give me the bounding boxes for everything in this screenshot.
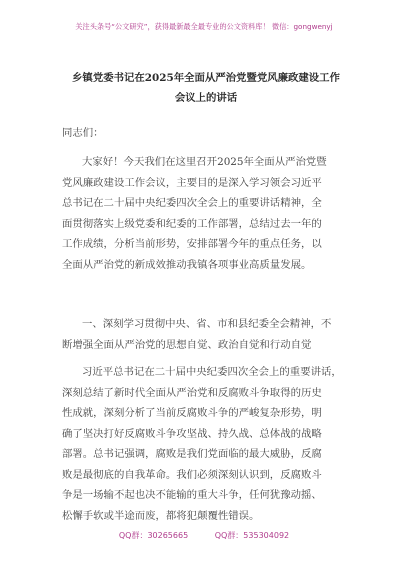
paragraph-line: 党风廉政建设工作会议，主要目的是深入学习领会习近平: [62, 176, 322, 189]
paragraph-speech: [62, 362, 358, 526]
document-title: [48, 68, 364, 108]
footer: [0, 530, 408, 541]
paragraph-line: 习近平总书记在二十届中央纪委四次全会上的重要讲话，: [82, 366, 342, 378]
paragraph-line: 深刻总结了新时代全面从严治党和反腐败斗争取得的历史: [62, 386, 322, 399]
paragraph-line: 确了坚决打好反腐败斗争攻坚战、持久战、总体战的战略: [62, 427, 322, 440]
paragraph-line: 大家好！今天我们在这里召开2025年全面从严治党暨: [82, 156, 327, 168]
paragraph-line: 部署。总书记强调，腐败是我们党面临的最大威胁，反腐: [62, 448, 322, 460]
paragraph-line: 败是最彻底的自我革命。我们必须深刻认识到，反腐败斗: [62, 468, 322, 481]
heading-line: 断增强全面从严治党的思想自觉、政治自觉和行动自觉: [62, 338, 312, 351]
paragraph-line: 争是一场输不起也决不能输的重大斗争，任何犹豫动摇、: [62, 489, 322, 501]
title-line-2: 会议上的讲话: [174, 92, 238, 104]
paragraph-intro: [62, 152, 358, 275]
paragraph-line: 全面从严治党的新成效推动我镇各项事业高质量发展。: [62, 258, 312, 271]
paragraph-line: 面贯彻落实上级党委和纪委的工作部署，总结过去一年的: [62, 217, 322, 230]
salutation: 同志们：: [62, 127, 104, 139]
title-line-1: 乡镇党委书记在2025年全面从严治党暨党风廉政建设工作: [72, 72, 340, 84]
section-heading-1: [62, 314, 358, 355]
paragraph-line: 松懈手软或半途而废，都将犯颠覆性错误。: [62, 509, 260, 522]
paragraph-line: 工作成绩，分析当前形势，安排部署今年的重点任务，以: [62, 238, 322, 250]
header-banner: 关注头条号“公文研究”，获得最新最全最专业的公文资料库！ 微信：gongwenyj: [75, 22, 333, 31]
heading-line: 一、深刻学习贯彻中央、省、市和县纪委全会精神，不: [82, 318, 332, 330]
paragraph-line: 性成就，深刻分析了当前反腐败斗争的严峻复杂形势，明: [62, 407, 322, 419]
footer-qq-group-1: QQ群：30265665: [118, 531, 189, 540]
paragraph-line: 总书记在二十届中央纪委四次全会上的重要讲话精神，全: [62, 197, 322, 209]
footer-qq-group-2: QQ群：535304092: [214, 531, 290, 540]
